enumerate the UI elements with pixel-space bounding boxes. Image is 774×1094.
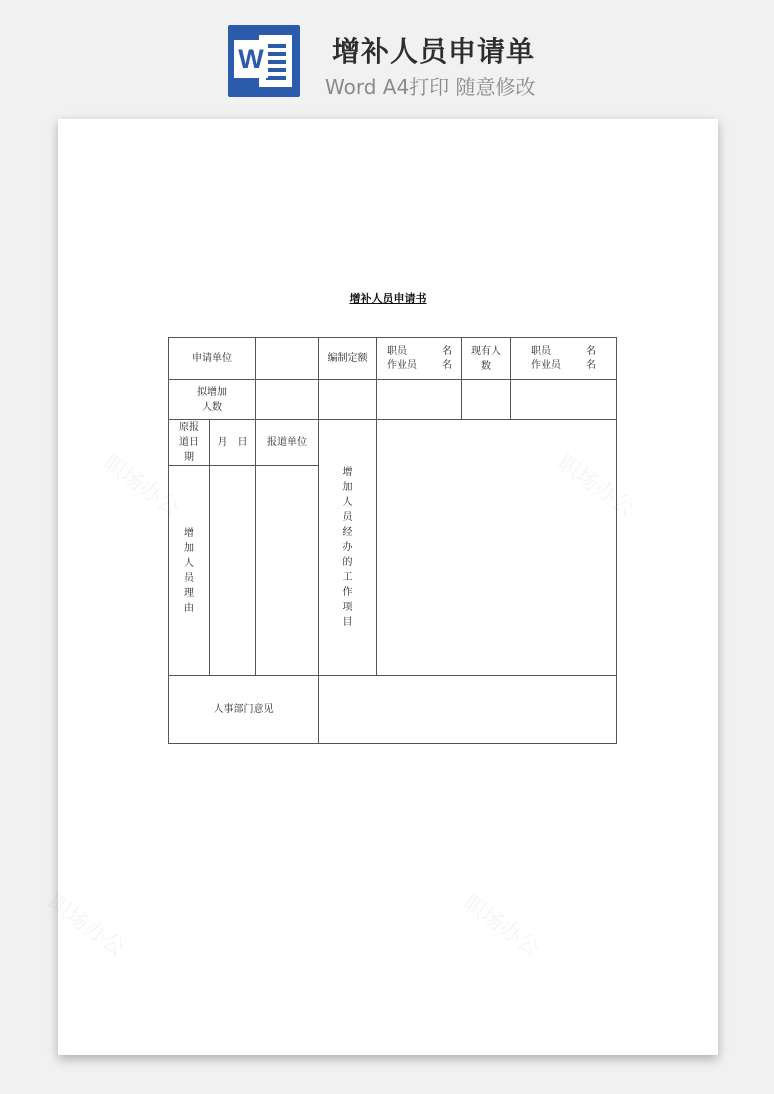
word-icon-letter: W xyxy=(238,44,264,74)
work-items-label: 增加人员经办的工作项目 xyxy=(319,420,377,676)
reason-field-2[interactable] xyxy=(256,466,319,676)
current-worker-label: 作业员 xyxy=(531,359,561,371)
proposed-increase-field[interactable] xyxy=(256,380,319,420)
report-date-field[interactable]: 月 日 xyxy=(210,420,256,466)
watermark: 职场办公 xyxy=(97,450,185,522)
applicant-unit-field[interactable] xyxy=(256,338,319,380)
proposed-increase-extra-2[interactable] xyxy=(377,380,462,420)
work-items-field[interactable] xyxy=(377,420,617,676)
current-worker-unit: 名 xyxy=(586,359,596,371)
quota-staff-unit: 名 xyxy=(442,345,452,357)
quota-field[interactable] xyxy=(377,338,462,380)
hr-opinion-label: 人事部门意见 xyxy=(169,676,319,744)
banner-subtitle: Word A4打印 随意修改 xyxy=(325,75,536,99)
report-date-label: 原报道日期 xyxy=(169,420,210,466)
document-page xyxy=(42,119,718,1055)
current-staff-unit: 名 xyxy=(586,345,596,357)
header-banner xyxy=(0,0,774,118)
quota-staff-label: 职员 xyxy=(387,345,407,357)
hr-opinion-field[interactable] xyxy=(319,676,617,744)
application-form-table xyxy=(168,337,617,744)
proposed-increase-extra-3[interactable] xyxy=(462,380,511,420)
applicant-unit-label: 申请单位 xyxy=(169,338,256,380)
banner-title: 增补人员申请单 xyxy=(332,35,536,68)
reason-field-1[interactable] xyxy=(210,466,256,676)
quota-label: 编制定额 xyxy=(319,338,377,380)
proposed-increase-extra-1[interactable] xyxy=(319,380,377,420)
quota-worker-label: 作业员 xyxy=(387,359,417,371)
current-staff-label: 职员 xyxy=(531,345,551,357)
reason-label: 增加人员理由 xyxy=(169,466,210,676)
proposed-increase-label: 拟增加人数 xyxy=(169,380,256,420)
word-document-icon xyxy=(228,25,300,97)
current-count-field[interactable] xyxy=(511,338,617,380)
watermark: 职场办公 xyxy=(457,890,545,962)
watermark: 职场办公 xyxy=(552,450,640,522)
watermark: 职场办公 xyxy=(42,890,130,962)
proposed-increase-extra-4[interactable] xyxy=(511,380,617,420)
current-count-label: 现有人数 xyxy=(462,338,511,380)
document-title: 增补人员申请书 xyxy=(349,292,427,305)
quota-worker-unit: 名 xyxy=(442,359,452,371)
report-unit-label: 报道单位 xyxy=(256,420,319,466)
